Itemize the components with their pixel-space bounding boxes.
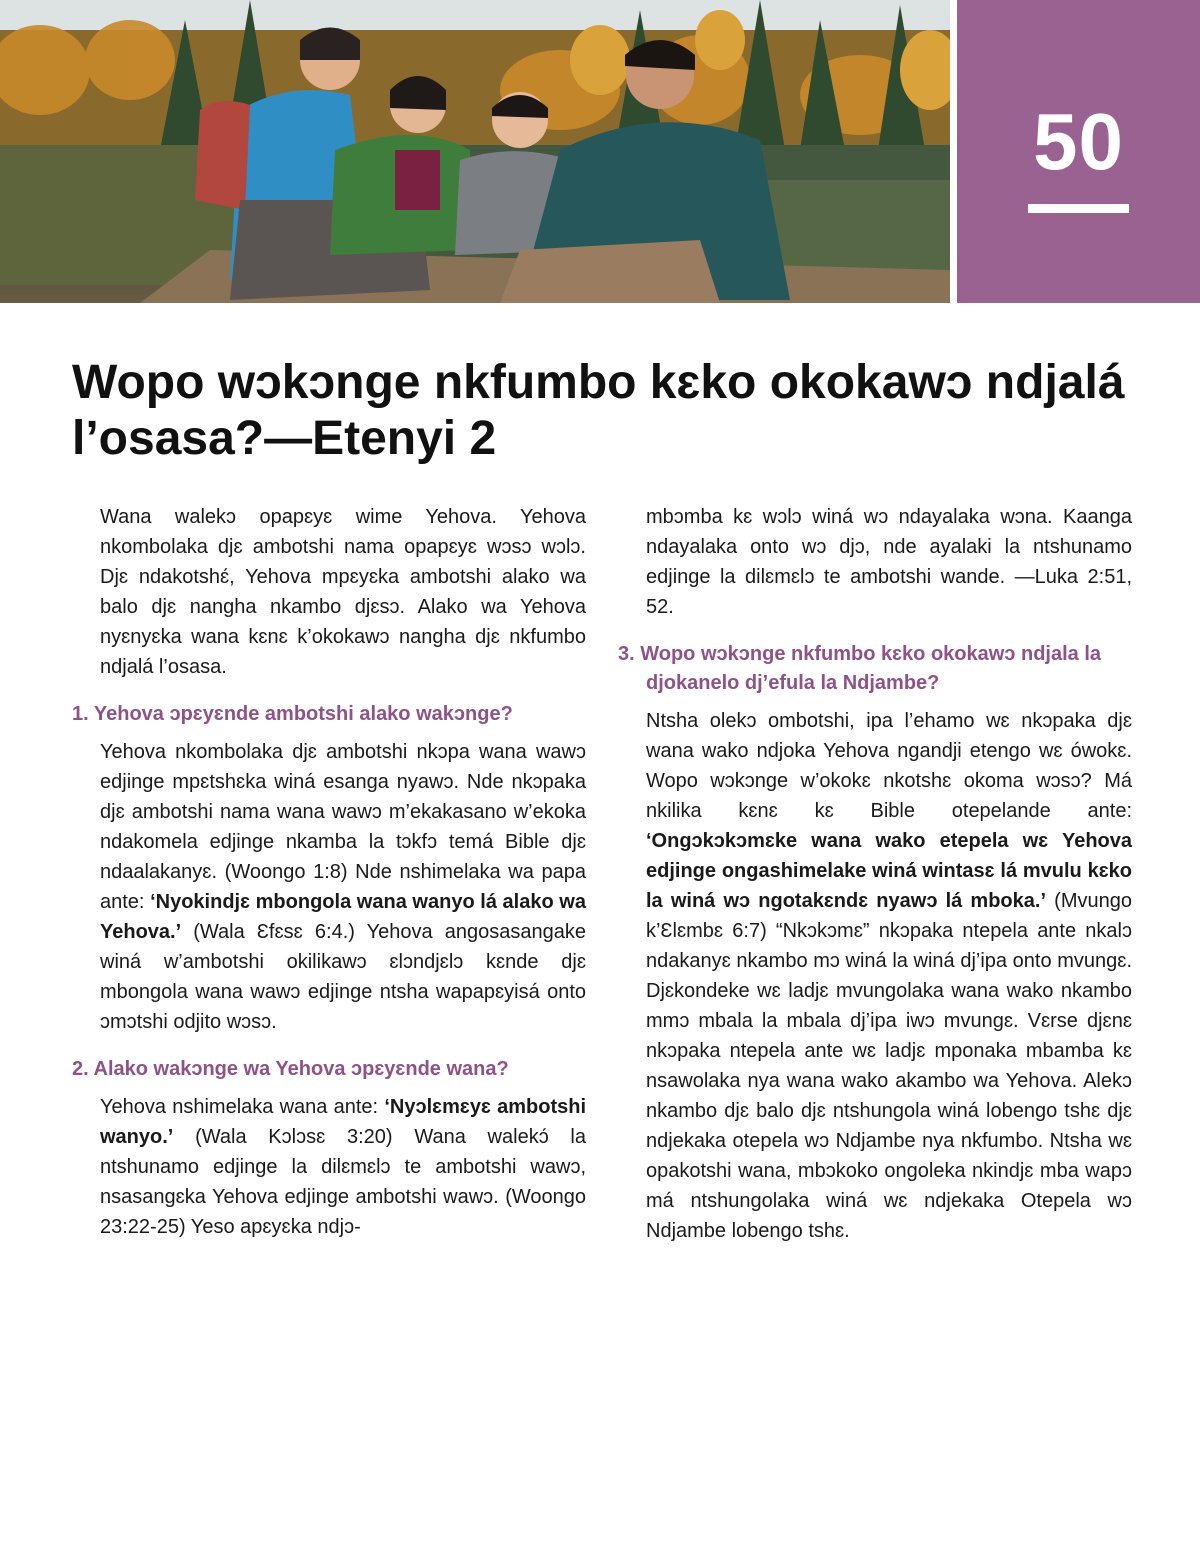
intro-paragraph: Wana walekɔ opapɛyɛ wime Yehova. Yehova nkombolaka djɛ ambotshi nama opapɛyɛ wɔsɔ wɔlɔ. Djɛ ndakotshɛ́, Yehova mpɛyɛka ambotshi alako wa balo djɛ nangha nkambo djɛsɔ. Alako wa Yehova nyɛnyɛka wana kɛnɛ k’okokawɔ nangha djɛ nkfumbo ndjalá l’osasa. xyxy=(100,506,586,678)
lesson-number-box xyxy=(957,0,1200,303)
paragraph-text: Yehova nkombolaka djɛ ambotshi nkɔpa wana wawɔ edjinge mpɛtshɛka winá esanga nyawɔ. Nde nkɔpaka djɛ ambotshi nama wana wawɔ m’ekakasano w’ekoka ndakomela edjinge nkamba la tɔkfɔ temá Bible djɛ ndaalakanyɛ. (Woongo 1:8) Nde nshimelaka wa papa ante: xyxy=(100,741,586,913)
scripture-quote: ‘Nyokindjɛ mbongola wana wanyo lá alako wa Yehova.’ xyxy=(100,891,586,943)
header-photo xyxy=(0,0,950,303)
paragraph-text: (Wala Ɛfɛsɛ 6:4.) Yehova angosasangake winá w’ambotshi okilikawɔ ɛlɔndjɛlɔ kɛnde djɛ mbongola wana wawɔ edjinge ntsha wapapɛyisá onto ɔmɔtshi odjito wɔsɔ. xyxy=(100,921,587,1033)
paragraph-text: Yehova nshimelaka wana ante: xyxy=(100,1096,379,1118)
question-1-heading: 1. Yehova ɔpɛyɛnde ambotshi alako wakɔnge? xyxy=(72,703,513,725)
page-title: Wopo wɔkɔnge nkfumbo kɛko okokawɔ ndjalá l’osasa?—Etenyi 2 xyxy=(72,356,1125,465)
lesson-number-underline xyxy=(1028,204,1129,213)
family-by-lake-photo xyxy=(0,0,950,303)
paragraph-text: (Mvungo k’Ɛlɛmbɛ 6:7) “Nkɔkɔmɛ” nkɔpaka ntepela ante nkalɔ ndakanyɛ nkambo mɔ winá la winá dj’ipa onto mvungɛ. Djɛkondeke wɛ ladjɛ mvungolaka wana wako nkambo mmɔ mbala la mbala dj’ipa iwɔ mvungɛ. Vɛrse djɛnɛ nkɔpaka ntepela ante wɛ ladjɛ mponaka mbamba kɛ nsawolaka nya wana wako akambo wa Yehova. Alekɔ nkambo djɛ balo djɛ ntshungola winá lobengo tshɛ djɛ ndjekaka otepela wɔ Ndjambe nya nkfumbo. Ntsha wɛ opakotshi wana, mbɔkoko ongoleka nkindjɛ mba wapɔ má ntshungolaka winá wɛ ndjekaka Otepela wɔ Ndjambe lobengo tshɛ. xyxy=(646,890,1132,1242)
left-column xyxy=(72,502,587,1254)
right-column xyxy=(618,502,1132,1258)
paragraph-text: Ntsha olekɔ ombotshi, ipa l’ehamo wɛ nkɔpaka djɛ wana wako ndjoka Yehova ngandji etengo wɛ ówokɛ. Wopo wɔkɔnge w’okokɛ nkotshɛ okoma wɔsɔ? Má nkilika kɛnɛ kɛ Bible otepelande ante: xyxy=(646,710,1132,822)
question-1-paragraph xyxy=(100,737,586,1037)
lesson-number: 50 xyxy=(1033,97,1124,186)
paragraph-text: (Wala Kɔlɔsɛ 3:20) Wana walekɔ́ la ntshunamo edjinge la dilɛmɛlɔ te ambotshi wawɔ, nsasangɛka Yehova edjinge ambotshi wawɔ. (Woongo 23:22-25) Yeso apɛyɛka ndjɔ- xyxy=(100,1126,586,1238)
continued-paragraph: mbɔmba kɛ wɔlɔ winá wɔ ndayalaka wɔna. Kaanga ndayalaka onto wɔ djɔ, nde ayalaki la ntshunamo edjinge la dilɛmɛlɔ te ambotshi wande. —Luka 2:51, 52. xyxy=(646,506,1132,618)
scripture-quote: ‘Nyɔlɛmɛyɛ ambotshi wanyo.’ xyxy=(100,1096,587,1148)
question-3-paragraph xyxy=(646,706,1132,1246)
question-2-heading: 2. Alako wakɔnge wa Yehova ɔpɛyɛnde wana? xyxy=(72,1058,509,1080)
scripture-quote: ‘Ongɔkɔkɔmɛke wana wako etepela wɛ Yehova edjinge ongashimelake winá wintasɛ lá mvulu kɛko la winá wɔ ngotakɛndɛ nyawɔ lá mboka.’ xyxy=(646,830,1132,912)
question-3-heading: 3. Wopo wɔkɔnge nkfumbo kɛko okokawɔ ndjala la djokanelo dj’efula la Ndjambe? xyxy=(618,643,1102,694)
question-2-paragraph xyxy=(100,1092,586,1242)
